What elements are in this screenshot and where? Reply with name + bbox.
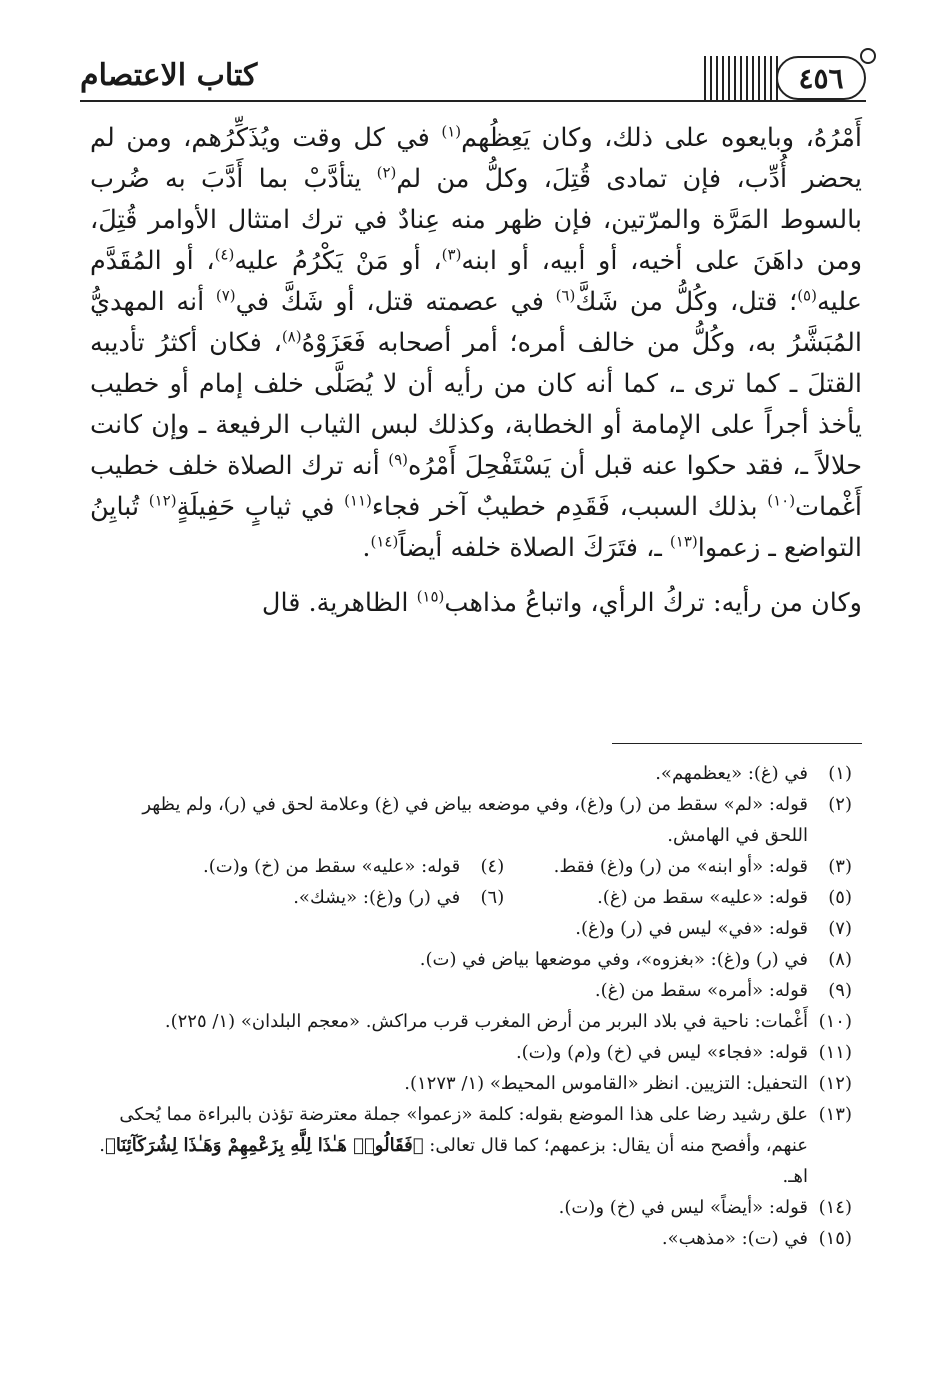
footnote-number: (١) [828,763,852,784]
footnote-number: (٤) [480,856,505,877]
footnote-text: في (ر) و(غ): «بغزوه»، وفي موضعها بياض في (ت). [419,949,808,970]
footnote-14 [96,1192,852,1223]
footnote-separator [612,743,862,744]
footnote-5 [504,882,852,913]
header-ornament-circle [860,48,876,64]
footnote-text: في (ر) و(غ): «يشك». [293,887,461,908]
footnote-text: قوله: «عليه» سقط من (غ). [597,887,808,908]
text-run: بذلك السبب، فَقَدِم خطيبٌ آخر فجاء [371,492,768,522]
footnote-number: (١٣) [818,1104,852,1125]
text-run: . [362,533,371,563]
footnote-text: قوله: «في» ليس في (ر) و(غ). [575,918,808,939]
footnote-9 [96,975,852,1006]
footnote-number: (١٢) [818,1073,852,1094]
footnote-4 [157,851,505,882]
footnote-number: (٩) [828,980,852,1001]
footnote-7 [96,913,852,944]
footnote-number: (١١) [818,1042,852,1063]
footnote-ref: (١٣) [669,532,698,551]
footnote-ref: (١٢) [148,491,177,510]
footnote-13 [96,1099,852,1192]
text-run: أنه ترك الصلاة خلف خطيب أَغْمات [90,451,862,522]
footnote-ref: (١١) [344,491,372,510]
footnote-text: في (غ): «يعظمهم». [655,763,808,784]
main-text [90,118,862,624]
footnote-text: في (ت): «مذهب». [661,1228,808,1249]
footnote-row-5-6 [96,882,852,913]
footnote-1 [96,758,852,789]
footnote-ref: (١٠) [767,491,796,510]
footnote-number: (١٤) [818,1197,852,1218]
footnote-number: (٣) [828,856,852,877]
footnote-number: (٧) [828,918,852,939]
text-run: ـ، فتَرَكَ الصلاة خلفه أيضاً [398,533,670,563]
footnote-ref: (٩) [388,450,409,469]
text-run: في كل وقت ويُذَكِّرُهم، ومن لم يحضر أُدِّب، فإن تمادى قُتِلَ، وكلُّ من لم [90,123,862,194]
paragraph-1 [90,118,862,569]
footnote-text: قوله: «فجاء» ليس في (خ) و(م) و(ت). [515,1042,808,1063]
paragraph-2 [90,583,862,624]
text-run: تُبايِنُ التواضع ـ زعموا [90,492,862,563]
footnote-ref: (٤) [214,245,235,264]
text-run: ؛ قتل، وكُلُّ من شَكَّ [575,287,798,317]
footnote-10 [96,1006,852,1037]
footnote-6 [157,882,505,913]
text-run: وكان من رأيه: تركُ الرأي، واتباعُ مذاهب [444,588,862,618]
footnote-text: أَغْمات: ناحية في بلاد البربر من أرض المغرب قرب مراكش. «معجم البلدان» (١/ ٢٢٥). [164,1011,808,1032]
footnote-number: (٢) [828,794,852,815]
footnote-15 [96,1223,852,1254]
footnote-ref: (٣) [441,245,462,264]
footnote-ref: (٥) [797,286,817,305]
footnote-text: قوله: «أمره» سقط من (غ). [594,980,808,1001]
footnote-row-3-4 [96,851,852,882]
text-run: ، أو المُقَدَّم عليه [90,246,862,317]
header-ornament-stripes [704,56,778,100]
text-run: ، فكان أكثرُ تأديبه القتلَ ـ كما ترى ـ، كما أنه كان من رأيه أن لا يُصَلَّى خلف إمام أو خطيب يأخذ أجراً على الإمامة أو الخطابة، وكذلك لبس الثياب الرفيعة ـ وإن كانت حلالاً ـ، فقد حكوا عنه قبل أن يَسْتَفْحِلَ أَمْرُه [90,328,862,481]
footnote-ref: (٦) [555,286,576,305]
text-run: أَمْرُهُ، وبايعوه على ذلك، وكان يَعِظُهم [461,123,862,153]
footnote-text [96,1099,808,1192]
text-run: الظاهرية. قال [261,588,417,618]
footnote-text-part: . اهـ. [99,1135,808,1187]
footnote-text: قوله: «لم» سقط من (ر) و(غ)، وفي موضعه بياض في (غ) وعلامة لحق في (ر)، ولم يظهر اللحق في الهامش. [142,794,808,846]
page-number: ٤٥٦ [776,56,866,100]
text-run: ، أو مَنْ يَكْرُمُ عليه [234,246,442,276]
footnote-ref: (٨) [281,327,302,346]
text-run: يتأدَّبْ بما أَدَّبَ به ضُرب بالسوط المَرَّة والمرّتين، فإن ظهر منه عِنادٌ في ترك امتثال الأوامر قُتِلَ، ومن داهَنَ على أخيه، أو أبيه، أو ابنه [90,164,863,276]
footnote-ref: (١٤) [370,532,399,551]
page-header [80,50,866,108]
footnote-text-part: علق رشيد رضا على هذا الموضع بقوله: كلمة «زعموا» جملة معترضة تؤذن بالبراءة مما يُحكى عنهم، وأفصح منه أن يقال: بزعمهم؛ كما قال تعالى: [119,1104,808,1156]
footnote-ref: (١) [441,122,462,141]
footnote-2 [96,789,852,851]
footnote-number: (١٥) [818,1228,852,1249]
running-title: كتاب الاعتصام [80,58,258,93]
footnote-12 [96,1068,852,1099]
text-run: في عصمته قتل، أو شَكَّ في [235,287,556,317]
footnote-11 [96,1037,852,1068]
footnote-ref: (١٥) [416,587,445,606]
footnote-text: قوله: «عليه» سقط من (خ) و(ت). [203,856,461,877]
footnote-8 [96,944,852,975]
footnote-number: (٦) [480,887,505,908]
footnote-text: قوله: «أيضاً» ليس في (خ) و(ت). [558,1197,808,1218]
footnotes [96,758,852,1254]
footnote-ref: (٢) [376,163,397,182]
text-run: أنه المهديُّ المُبَشَّرُ به، وكُلُّ من خالف أمره؛ أمر أصحابه فَعَزَوْهُ [90,287,862,358]
header-rule [80,100,866,102]
footnote-text: قوله: «أو ابنه» من (ر) و(غ) فقط. [553,856,808,877]
footnote-ref: (٧) [215,286,236,305]
footnote-number: (٥) [828,887,852,908]
footnote-number: (١٠) [818,1011,852,1032]
footnote-number: (٨) [828,949,852,970]
quran-quote: ﴿فَقَالُوا۟ هَـٰذَا لِلَّهِ بِزَعْمِهِمْ وَهَـٰذَا لِشُرَكَآئِنَا﴾ [105,1135,424,1156]
text-run: في ثيابٍ حَفِيلَةٍ [176,492,345,522]
footnote-text: التحفيل: التزيين. انظر «القاموس المحيط» (١/ ١٢٧٣). [404,1073,808,1094]
footnote-3 [504,851,852,882]
